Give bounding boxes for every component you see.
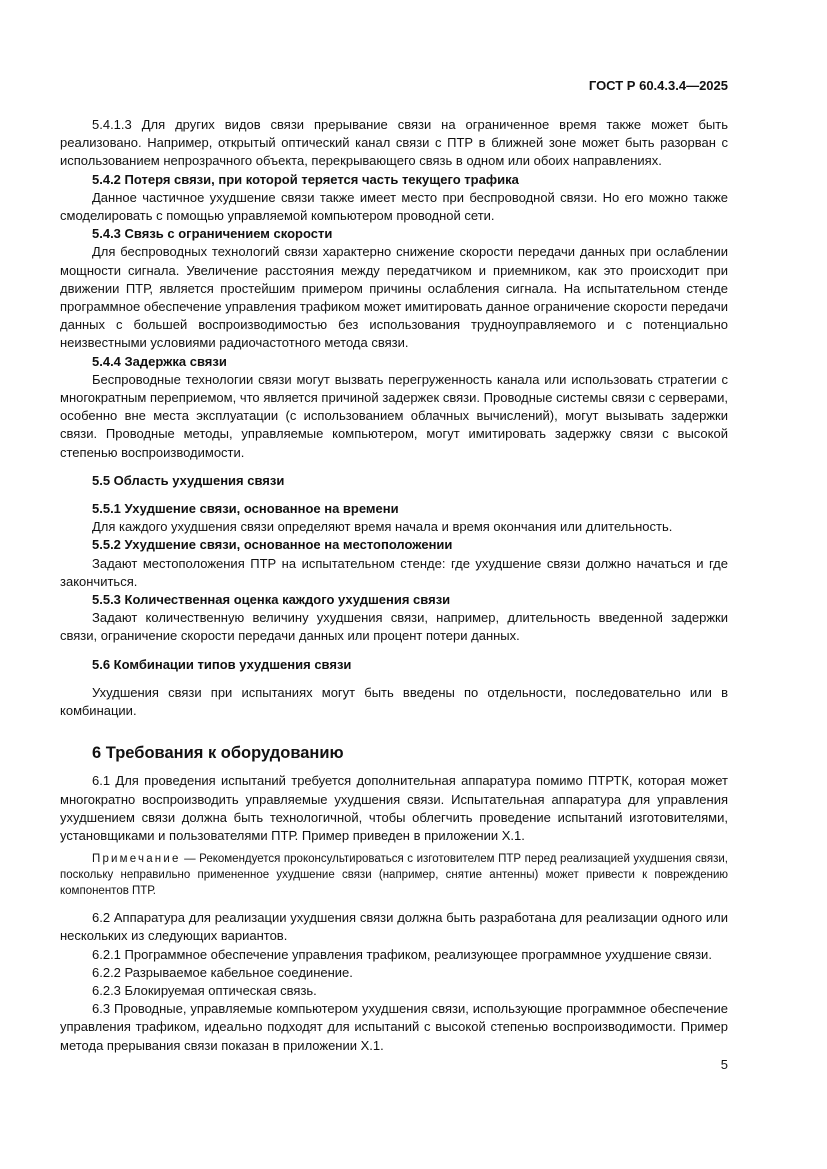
subsection-heading: 5.5.1 Ухудшение связи, основанное на времени <box>92 501 399 517</box>
subsection-heading: 5.5.3 Количественная оценка каждого ухудшения связи <box>92 592 451 608</box>
subsection-heading: 5.5 Область ухудшения связи <box>92 472 285 488</box>
note-label: Примечание <box>92 853 181 866</box>
subsection-heading: 5.4.3 Связь с ограничением скорости <box>92 226 333 242</box>
document-id: ГОСТ Р 60.4.3.4—2025 <box>588 78 728 93</box>
paragraph: 6.2.3 Блокируемая оптическая связь. <box>92 982 317 998</box>
paragraph: 6.2.1 Программное обеспечение управления трафиком, реализующее программное ухудшение связи. <box>92 946 712 962</box>
paragraph: Беспроводные технологии связи могут вызвать перегруженность канала или использовать стратегии с многократным переприемом, что является причиной задержек связи. Проводные системы связи с серверами, особенно вне места эксплуатации (с использованием облачных вычислений), могут вызывать задержки связи. Проводные методы, управляемые компьютером, могут имитировать задержку связи с высокой степенью воспроизводимости. <box>60 371 728 460</box>
paragraph: Задают количественную величину ухудшения связи, например, длительность введенной задержки связи, ограничение скорости передачи данных или процент потери данных. <box>60 610 728 644</box>
subsection-heading: 5.5.2 Ухудшение связи, основанное на местоположении <box>92 537 453 553</box>
page-content <box>60 116 728 1055</box>
subsection-heading: 5.6 Комбинации типов ухудшения связи <box>92 656 352 672</box>
page-number: 5 <box>720 1057 728 1072</box>
subsection-heading: 5.4.2 Потеря связи, при которой теряется часть текущего трафика <box>92 171 519 187</box>
paragraph: 6.1 Для проведения испытаний требуется дополнительная аппаратура помимо ПТРТК, которая может многократно воспроизводить управляемые ухудшения связи. Испытательная аппаратура для управления ухудшением связи должна быть технологичной, чтобы облегчить проведение испытаний изготовителями, установщиками и пользователями ПТР. Пример приведен в приложении Х.1. <box>60 773 728 843</box>
paragraph: Для беспроводных технологий связи характерно снижение скорости передачи данных при ослаблении мощности сигнала. Увеличение расстояния между передатчиком и приемником, как это происходит при движении ПТР, является простейшим примером причины ослабления сигнала. На испытательном стенде программное обеспечение управления трафиком может имитировать данное ограничение скорости передачи данных с большей воспроизводимостью без использования трудноуправляемого и с потенциально неизвестными условиями радиочастотного метода связи. <box>60 244 728 351</box>
paragraph: Для каждого ухудшения связи определяют время начала и время окончания или длительность. <box>92 519 673 535</box>
paragraph: Данное частичное ухудшение связи также имеет место при беспроводной связи. Но его можно также смоделировать с помощью управляемой компьютером проводной сети. <box>60 189 728 224</box>
paragraph: 6.2.2 Разрываемое кабельное соединение. <box>92 964 353 980</box>
paragraph: Ухудшения связи при испытаниях могут быть введены по отдельности, последовательно или в комбинации. <box>60 684 728 719</box>
paragraph: 6.2 Аппаратура для реализации ухудшения связи должна быть разработана для реализации одного или нескольких из следующих вариантов. <box>60 910 728 944</box>
paragraph: 5.4.1.3 Для других видов связи прерывание связи на ограниченное время также может быть реализовано. Например, открытый оптический канал связи с ПТР в ближней зоне может быть разорван с использованием непрозрачного объекта, перекрывающего связь в одном или обоих направлениях. <box>60 117 728 169</box>
note-text: — Рекомендуется проконсультироваться с изготовителем ПТР перед реализацией ухудшения связи, поскольку неправильно примененное ухудшение связи (например, снятие антенны) может привести к повреждению компонентов ПТР. <box>60 853 728 898</box>
note <box>60 851 728 899</box>
paragraph: Задают местоположения ПТР на испытательном стенде: где ухудшение связи должно начаться и где закончиться. <box>60 555 728 589</box>
section-heading: 6 Требования к оборудованию <box>92 744 344 763</box>
paragraph: 6.3 Проводные, управляемые компьютером ухудшения связи, использующие программное обеспечение управления трафиком, идеально подходят для испытаний с высокой степенью воспроизводимости. Пример метода прерывания связи показан в приложении Х.1. <box>60 1001 728 1053</box>
subsection-heading: 5.4.4 Задержка связи <box>92 353 227 369</box>
